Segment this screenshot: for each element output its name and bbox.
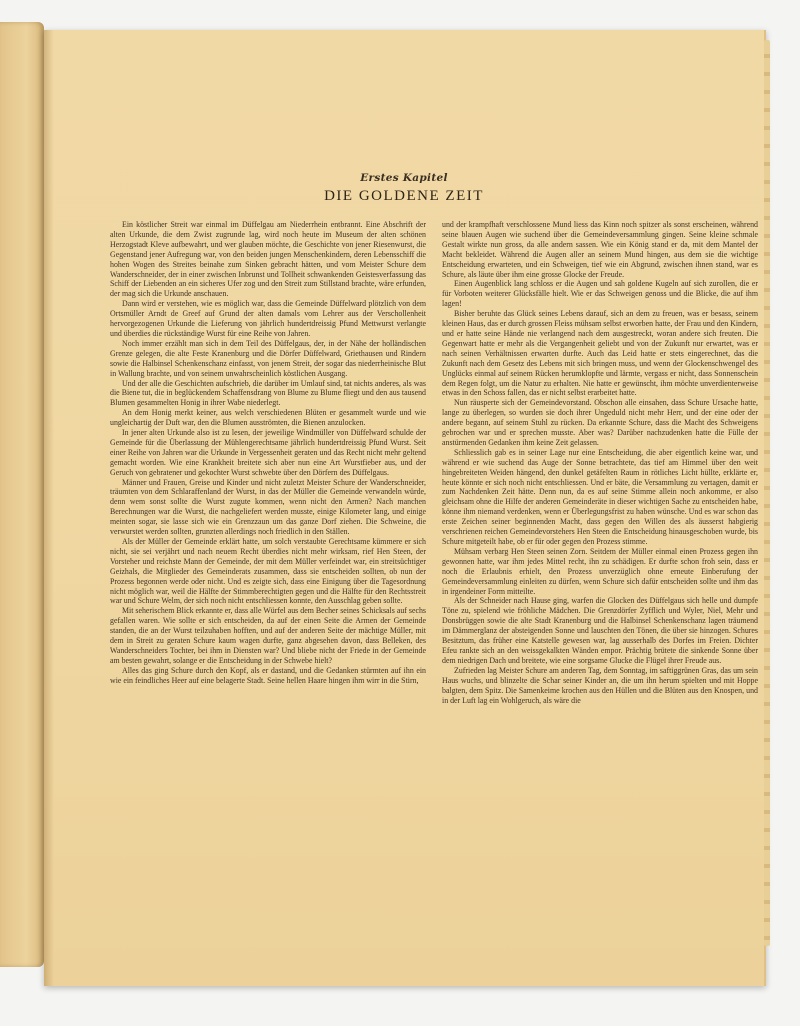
paragraph: Und der alle die Geschichten aufschrieb, die darüber im Umlauf sind, tat nichts anderes, als was die Biene tut, die in beglückendem Schaffensdrang von Blume zu Blume fliegt und den aus tausend Blumen gesammelten Honig in ihrer Wabe niederlegt. <box>110 378 426 408</box>
paragraph: Nun räusperte sich der Gemeindevorstand. Obschon alle einsahen, dass Schure Ursache hatte, lange zu überlegen, so wurden sie doch ihrer Ungeduld nicht mehr Herr, und der eine oder der andere begann, auf seinem Stuhl zu rücken. Da erkannte Schure, dass die Macht des Schweigens gebrochen war und er sprechen musste. Aber was? Darüber nachzudenken hatte die Fülle der anstürmenden Gedanken ihm keine Zeit gelassen. <box>442 398 758 447</box>
text-column-right <box>442 220 758 705</box>
chapter-title: DIE GOLDENE ZEIT <box>324 188 484 204</box>
paragraph: Einen Augenblick lang schloss er die Augen und sah goldene Kugeln auf sich zurollen, die er für Vorboten weiterer Glücksfälle hielt. Wie er das Schweigen genoss und die Blicke, die auf ihm lagen! <box>442 279 758 309</box>
paragraph: Ein köstlicher Streit war einmal im Düffelgau am Niederrhein entbrannt. Eine Abschrift der alten Urkunde, die dem Zwist zugrunde lag, wird noch heute im Museum der alten schönen Herzogstadt Kleve aufbewahrt, und wer glauben möchte, die Geschichte von jener Riesenwurst, die Gegenstand jener Aufregung war, von den beiden jungen Menschenkindern, deren Lebensschiff die hohen Wogen des Streites beinahe zum Sinken gebracht hätten, und vom Meister Schure dem Wanderschneider, der in einer zwischen Inbrunst und Tollheit schwankenden Geistesverfassung das Schiff der Liebenden an ein sicheres Ufer zog und den Streit zum Stillstand brachte, wäre erfunden, der mag sich die Urkunde anschauen. <box>110 220 426 299</box>
paragraph: Alles das ging Schure durch den Kopf, als er dastand, und die Gedanken stürmten auf ihn ein wie ein feindliches Heer auf eine belagerte Stadt. Seine hellen Haare hingen ihm wirr in die Stirn, <box>110 665 426 685</box>
paragraph: In jener alten Urkunde also ist zu lesen, der jeweilige Windmüller von Düffelward schulde der Gemeinde für die Überlassung der Mühlengerechtsame jährlich hundertdreissig Pfund Wurst. Seit einer Reihe von Jahren war die Urkunde in Vergessenheit geraten und das Recht nicht mehr geltend gemacht worden. Wie eine Krankheit breitete sich aber nun eine Art Wurstfieber aus, und der Geruch von gebratener und gekochter Wurst schwebte über den Dörfern des Düffelgaus. <box>110 428 426 477</box>
paragraph: Bisher beruhte das Glück seines Lebens darauf, sich an dem zu freuen, was er besass, seinem kleinen Haus, das er durch grossen Fleiss mühsam selbst erworben hatte, der Frau und den Kindern, und er hatte seine Hände nie verlangend nach dem ausgestreckt, woran andere sich freuten. Die Gegenwart hatte er mehr als die Vergangenheit geliebt und von der Zukunft nur erwartet, was er nach seinen Verhältnissen erwarten durfte. Auch das Leid hatte er stets eingerechnet, das die Zukunft nach dem Gesetz des Lebens mit sich bringen muss, und wenn der Glockenschwengel des Unglücks einmal auf seinem Rücken herumklopfte und lärmte, vergass er nicht, dass Sonnenschein dem Regen folgt, um die Natur zu erhalten. Nie hatte er gewünscht, ihm möchte unverdienterweise etwas in den Schoss fallen, das er nicht selbst erarbeitet hatte. <box>442 309 758 398</box>
paragraph: Dann wird er verstehen, wie es möglich war, dass die Gemeinde Düffelward plötzlich von dem Ortsmüller Arndt de Greef auf Grund der alten damals vom Lehrer aus der Verschollenheit hervorgezogenen Urkunde die Lieferung von jährlich hundertdreissig Pfund Mettwurst verlangte und überdies die rückständige Wurst für eine Reihe von Jahren. <box>110 299 426 338</box>
chapter-label: Erstes Kapitel <box>360 172 448 184</box>
text-column-left <box>110 220 426 686</box>
paragraph: Männer und Frauen, Greise und Kinder und nicht zuletzt Meister Schure der Wanderschneider, träumten von dem Schlaraffenland der Wurst, in das der Müller die Gemeinde verwandeln würde, denn wem sonst sollte die Wurst zugute kommen, wenn nicht den Armen? Nach manchen Berechnungen war die Wurst, die nachgeliefert werden musste, einige Kilometer lang, und einige meinten sogar, sie lasse sich wie ein Grenzzaun um das ganze Dorf ziehen. Die Schweine, die verwurstet werden sollten, grunzten allerdings noch friedlich in den Ställen. <box>110 477 426 537</box>
paragraph: Noch immer erzählt man sich in dem Teil des Düffelgaus, der, in der Nähe der holländischen Grenze gelegen, die alte Feste Kranenburg und die Dörfer Düffelward, Griethausen und Rindern sowie die Halbinsel Schenkenschanz einfasst, von jenem Streit, der sogar das niederrheinische Blut in Wallung brachte, und von seinem unwahrscheinlich köstlichen Ausgang. <box>110 338 426 378</box>
paragraph: Als der Müller der Gemeinde erklärt hatte, um solch verstaubte Gerechtsame kümmere er sich nicht, sie sei verjährt und nach neuem Recht überdies nicht mehr wirksam, rief Hen Steen, der Vorsteher und reichste Mann der Gemeinde, der mit dem Müller verfeindet war, ein streitsüchtiger Geizhals, die Mitglieder des Gemeinderats zusammen, dass sie entscheiden sollten, ob nun der Prozess begonnen werde oder nicht. Und es zeigte sich, dass eine Einigung über die Tagesordnung nicht möglich war, weil die Hälfte der Stimmberechtigten gegen und die Hälfte für den Rechtsstreit war und Schure Welm, der sich noch nicht entschliessen konnte, den Ausschlag geben sollte. <box>110 537 426 606</box>
paragraph: Als der Schneider nach Hause ging, warfen die Glocken des Düffelgaus sich helle und dumpfe Töne zu, spielend wie fröhliche Mädchen. Die Grenzdörfer Zyfflich und Wyler, Niel, Mehr und Donsbrüggen sowie die alte Stadt Kranenburg und die Halbinsel Schenkenschanz lagen träumend im Dämmerglanz der absteigenden Sonne und lauschten den Tönen, die über sie hinzogen. Schures Besitztum, das früher eine Katstelle gewesen war, lag ausserhalb des Dorfes im Freien. Dichter Efeu rankte sich an den weissgekalkten Wänden empor. Prächtig brütete die sinkende Sonne über dem niedrigen Dach und breitete, wie eine sorgsame Glucke die Flügel ihrer Freude aus. <box>442 596 758 665</box>
paragraph: Zufrieden lag Meister Schure am anderen Tag, dem Sonntag, im saftiggrünen Gras, das um sein Haus wuchs, und blinzelte die Schar seiner Kinder an, die um ihn herum spielten und mit Hoppe balgten, dem Spitz. Die Samenkeime krochen aus den Hüllen und die Blüten aus den Knospen, und in der Luft lag ein Wohlgeruch, als wäre die <box>442 665 758 705</box>
paragraph: und der krampfhaft verschlossene Mund liess das Kinn noch spitzer als sonst erscheinen, während seine blauen Augen wie suchend über die Gemeindeversammlung gingen. Seine kleine schmale Gestalt wirkte nun gross, da alle andern sassen. Wie ein König stand er da, mit dem Mantel der Macht bekleidet. Während die Augen aller an seinem Mund hingen, aus dem sie die wichtige Entscheidung erwarteten, und ein Schweigen, tief wie ein Abgrund, zwischen ihnen stand, war es Schure, als läute über ihm eine grosse Glocke der Freude. <box>442 220 758 279</box>
paragraph: Mit seherischem Blick erkannte er, dass alle Würfel aus dem Becher seines Schicksals auf sechs gefallen waren. Wie sollte er sich entscheiden, da auf der einen Seite die Armen der Gemeinde standen, die an der Wurst teilzuhaben hofften, und auf der anderen Seite der mächtige Müller, mit dem in Streit zu geraten Schure kaum wagen durfte, ganz abgesehen davon, dass Belleken, des Wanderschneiders Tochter, bei ihm in Diensten war? Und bliebe nicht der Friede in der Gemeinde am besten gewahrt, solange er die Entscheidung in der Schwebe hielt? <box>110 606 426 665</box>
book-page <box>44 30 766 986</box>
paragraph: An dem Honig merkt keiner, aus welch verschiedenen Blüten er gesammelt wurde und wie ungleichartig der Duft war, den die Blumen ausströmten, die Bienen anzulocken. <box>110 408 426 428</box>
paragraph: Mühsam verbarg Hen Steen seinen Zorn. Seitdem der Müller einmal einen Prozess gegen ihn gewonnen hatte, war ihm jedes Mittel recht, ihn zu schädigen. Er durfte schon froh sein, dass er noch die Erlaubnis erhielt, den Prozess unverzüglich ohne erneute Einberufung der Gemeindeversammlung einleiten zu dürfen, wenn Schure sich dafür entscheiden sollte und ihm das in irgendeiner Form mitteilte. <box>442 546 758 596</box>
paragraph: Schliesslich gab es in seiner Lage nur eine Entscheidung, die aber eigentlich keine war, und während er wie suchend das Auge der Sonne betrachtete, das tief am Himmel über den weit hingebreiteten Weiden hängend, den dunkel getäfelten Raum in rötliches Licht hüllte, erklärte er, heute könnte er sich noch nicht entschliessen. Und er bäte, die Versammlung zu vertagen, damit er zum Nachdenken Zeit hätte. Denn nun, da es auf seine Stimme allein noch ankomme, er also gleichsam ohne die Hilfe der anderen Gemeinderäte in dieser wichtigen Sache zu entscheiden habe, könne ihm niemand verdenken, wenn er Überlegungsfrist zu haben wünsche. Und es war schon das erste Zeichen seiner beginnenden Macht, dass gegen den Willen des als äusserst habgierig verschrienen reichen Gemeindevorstehers Hen Steen die Entscheidung hinausgeschoben wurde, bis Schure mitgeteilt habe, ob er für oder gegen den Prozess stimme. <box>442 447 758 546</box>
facing-page-edge <box>0 22 44 967</box>
